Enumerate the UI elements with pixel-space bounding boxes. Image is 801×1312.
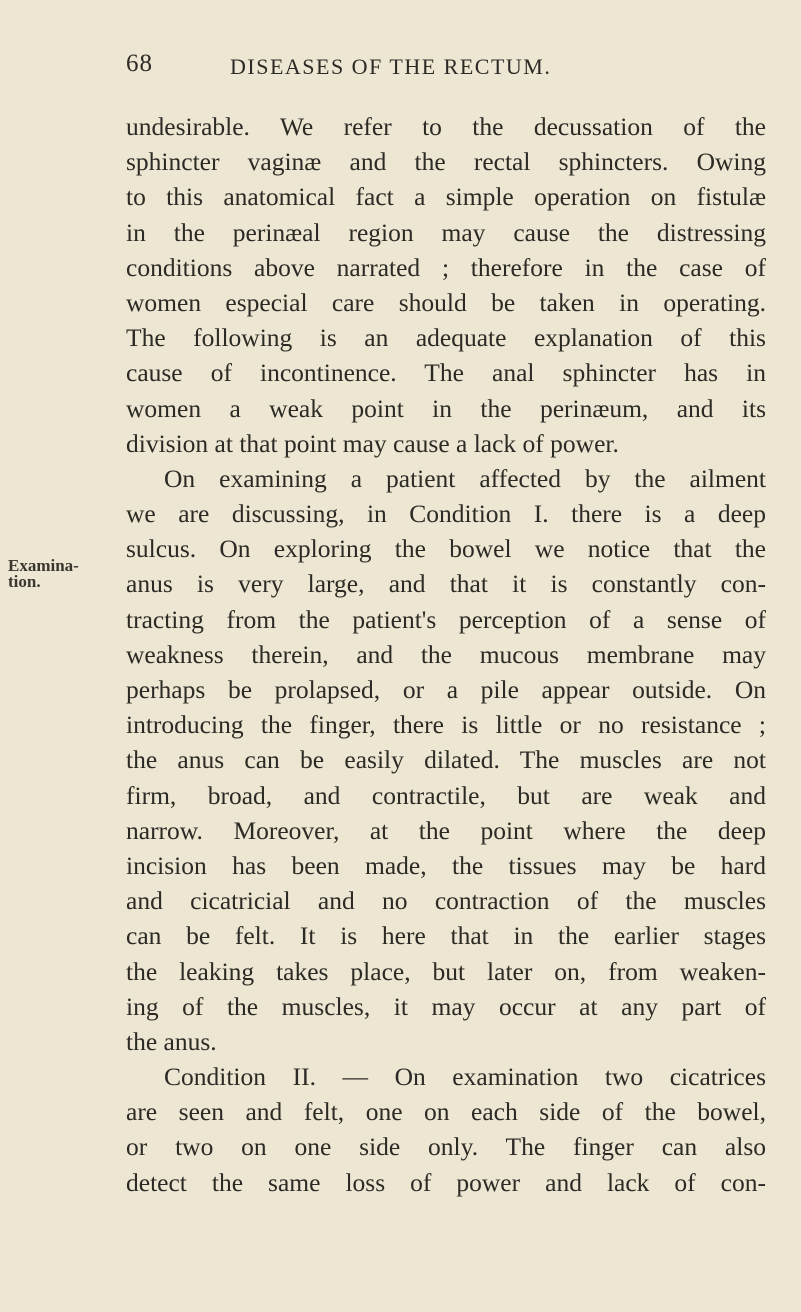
text-line: are seen and felt, one on each side of the bowel, xyxy=(126,1097,766,1127)
text-line: conditions above narrated ; therefore in the case of xyxy=(126,252,766,282)
text-line: ing of the muscles, it may occur at any part of xyxy=(126,991,766,1021)
text-line: narrow. Moreover, at the point where the deep xyxy=(126,815,766,845)
text-line: incision has been made, the tissues may be hard xyxy=(126,850,766,880)
text-line: tracting from the patient's perception of a sense of xyxy=(126,604,766,634)
text-line: perhaps be prolapsed, or a pile appear outside. On xyxy=(126,675,766,704)
text-line: division at that point may cause a lack of power. xyxy=(126,428,619,458)
text-line: the anus. xyxy=(126,1026,217,1056)
body-text xyxy=(126,109,766,1200)
text-line: can be felt. It is here that in the earlier stages xyxy=(126,921,766,951)
text-line: sulcus. On exploring the bowel we notice that the xyxy=(126,534,766,564)
text-line: and cicatricial and no contraction of the muscles xyxy=(126,886,766,916)
text-line: in the perinæal region may cause the distressing xyxy=(126,217,766,247)
text-line: women a weak point in the perinæum, and its xyxy=(126,393,766,423)
text-line: sphincter vaginæ and the rectal sphincters. Owing xyxy=(126,147,766,177)
page-header xyxy=(0,50,801,90)
text-line: anus is very large, and that it is constantly con- xyxy=(126,569,766,599)
text-line: weakness therein, and the mucous membrane may xyxy=(126,639,766,669)
text-line: detect the same loss of power and lack of con- xyxy=(126,1167,766,1197)
margin-note xyxy=(8,558,79,590)
text-line: introducing the finger, there is little or no resistance ; xyxy=(126,710,766,740)
text-line: women especial care should be taken in operating. xyxy=(126,287,766,317)
page-number: 68 xyxy=(126,50,153,77)
text-line: On examining a patient affected by the ailment xyxy=(164,463,766,493)
text-line: the leaking takes place, but later on, from weaken- xyxy=(126,956,766,986)
margin-note-line: tion. xyxy=(8,572,41,591)
text-line: The following is an adequate explanation of this xyxy=(126,323,766,353)
text-line: we are discussing, in Condition I. there is a deep xyxy=(126,499,766,529)
text-line: the anus can be easily dilated. The muscles are not xyxy=(126,745,766,775)
running-head: DISEASES OF THE RECTUM. xyxy=(230,54,552,79)
margin-note-line: Examina- xyxy=(8,556,79,575)
text-line: firm, broad, and contractile, but are weak and xyxy=(126,780,766,810)
text-line: Condition II. — On examination two cicatrices xyxy=(164,1062,766,1092)
text-line: or two on one side only. The finger can also xyxy=(126,1132,766,1162)
text-line: cause of incontinence. The anal sphincter has in xyxy=(126,358,766,388)
text-line: undesirable. We refer to the decussation of the xyxy=(126,112,766,141)
text-line: to this anatomical fact a simple operation on fistulæ xyxy=(126,182,766,212)
